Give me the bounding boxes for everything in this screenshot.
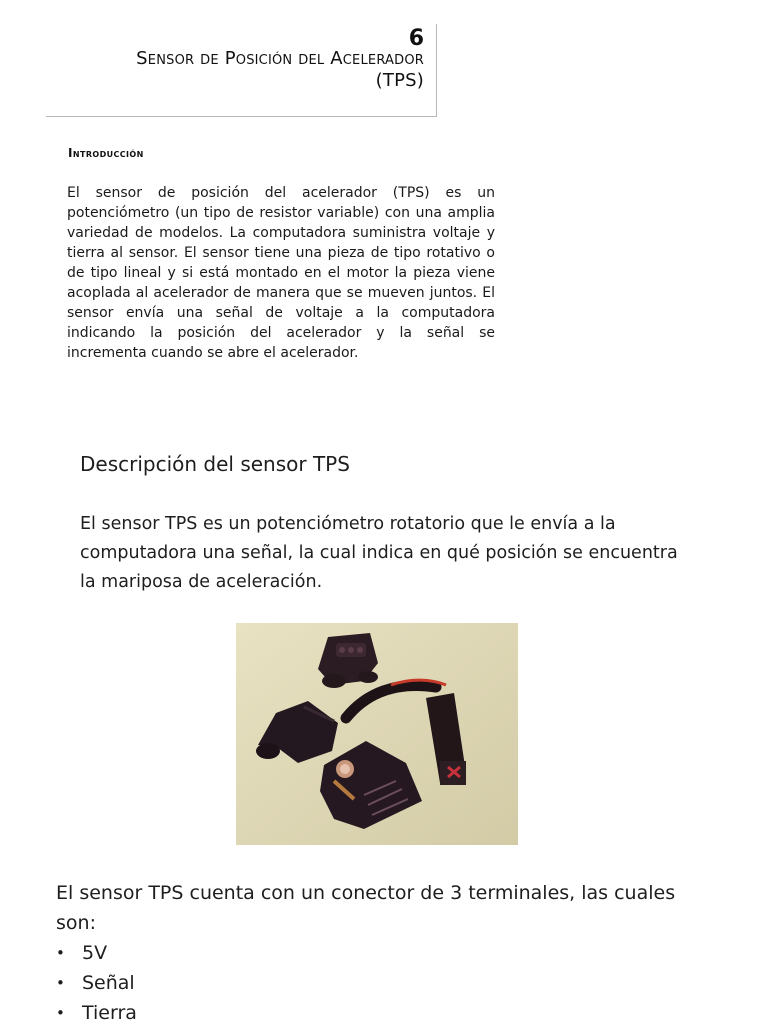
list-item	[56, 938, 137, 968]
sensor-description-paragraph: El sensor TPS es un potenciómetro rotatorio que le envía a la computadora una señal, la cual indica en qué posición se encuentra la mariposa de aceleración.	[80, 514, 678, 592]
connector-plug-top	[318, 633, 378, 688]
tps-sensor-photo	[236, 623, 518, 845]
terminal-label: 5V	[82, 942, 108, 964]
terminal-list	[56, 938, 137, 1028]
sensor-description-heading: Descripción del sensor TPS	[80, 452, 350, 476]
chapter-title-line2: (TPS)	[375, 70, 424, 91]
bullet-icon: •	[56, 1004, 65, 1022]
bullet-icon: •	[56, 944, 65, 962]
terminal-label: Tierra	[82, 1002, 137, 1024]
terminal-label: Señal	[82, 972, 135, 994]
connector-paragraph: El sensor TPS cuenta con un conector de 3 terminales, las cuales son:	[56, 882, 676, 934]
introduction-heading: Introducción	[68, 146, 144, 160]
chapter-title	[136, 48, 424, 92]
list-item	[56, 968, 137, 998]
chapter-header	[46, 24, 437, 117]
introduction-paragraph: El sensor de posición del acelerador (TPS) es un potenciómetro (un tipo de resistor variable) con una amplia variedad de modelos. La computadora suministra voltaje y tierra al sensor. El sensor tiene una pieza de tipo rotativo o de tipo lineal y si está montado en el motor la pieza viene acoplada al acelerador de manera que se mueven juntos. El sensor envía una señal de voltaje a la computadora indicando la posición del acelerador y la señal se incrementa cuando se abre el acelerador.	[67, 185, 495, 361]
chapter-number: 6	[408, 26, 424, 51]
bullet-icon: •	[56, 974, 65, 992]
chapter-title-line1: Sensor de Posición del Acelerador	[136, 48, 424, 69]
